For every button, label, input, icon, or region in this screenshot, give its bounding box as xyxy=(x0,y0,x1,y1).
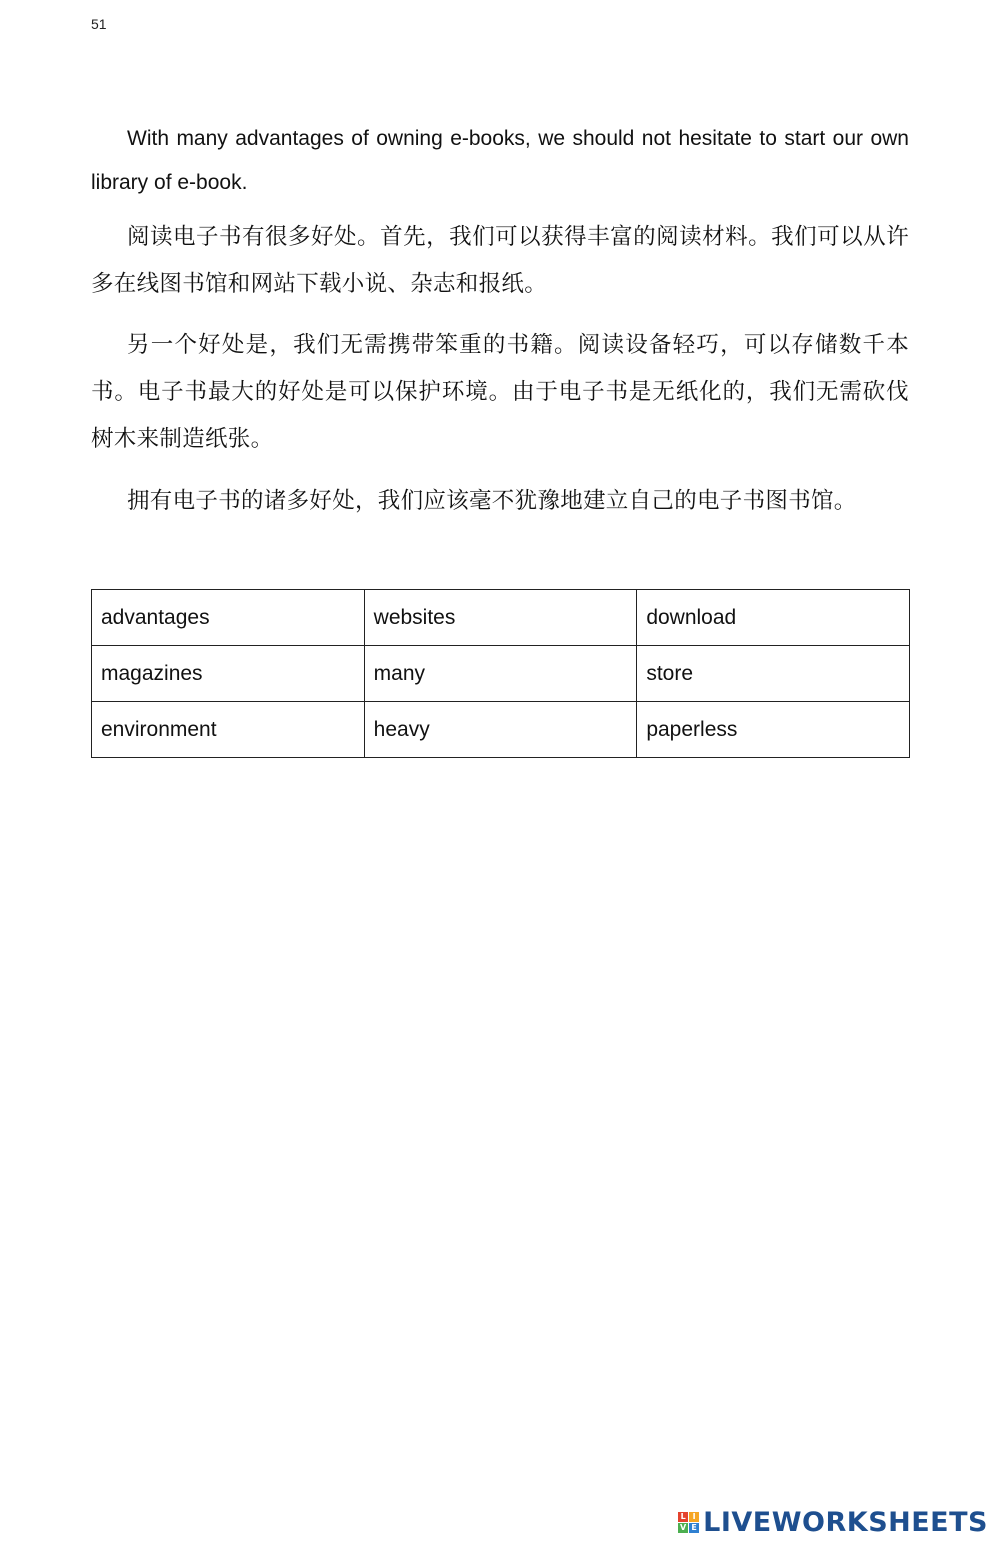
table-row xyxy=(92,646,910,702)
table-cell: environment xyxy=(92,702,365,758)
logo-mark-letter: I xyxy=(689,1512,699,1522)
table-cell: websites xyxy=(364,590,637,646)
liveworksheets-logo xyxy=(678,1507,988,1538)
table-row xyxy=(92,702,910,758)
word-bank-table xyxy=(91,589,910,758)
logo-mark-letter: E xyxy=(689,1523,699,1533)
liveworksheets-logo-icon xyxy=(678,1512,699,1533)
chinese-paragraph-1: 阅读电子书有很多好处。首先，我们可以获得丰富的阅读材料。我们可以从许多在线图书馆和网站下载小说、杂志和报纸。 xyxy=(91,224,909,297)
logo-mark-letter: V xyxy=(680,1523,687,1532)
page-number: 51 xyxy=(91,16,107,32)
logo-mark-letter: L xyxy=(678,1512,688,1522)
table-cell: magazines xyxy=(92,646,365,702)
chinese-paragraph-3: 拥有电子书的诸多好处，我们应该毫不犹豫地建立自己的电子书图书馆。 xyxy=(127,488,857,514)
table-row xyxy=(92,590,910,646)
table-cell: store xyxy=(637,646,910,702)
logo-text: LIVEWORKSHEETS xyxy=(703,1507,988,1538)
chinese-paragraph-2: 另一个好处是，我们无需携带笨重的书籍。阅读设备轻巧，可以存储数千本书。电子书最大的好处是可以保护环境。由于电子书是无纸化的，我们无需砍伐树木来制造纸张。 xyxy=(91,332,909,452)
table-cell: many xyxy=(364,646,637,702)
table-cell: download xyxy=(637,590,910,646)
table-cell: paperless xyxy=(637,702,910,758)
english-paragraph: With many advantages of owning e-books, we should not hesitate to start our own library of e-book. xyxy=(91,127,909,194)
table-cell: heavy xyxy=(364,702,637,758)
table-cell: advantages xyxy=(92,590,365,646)
